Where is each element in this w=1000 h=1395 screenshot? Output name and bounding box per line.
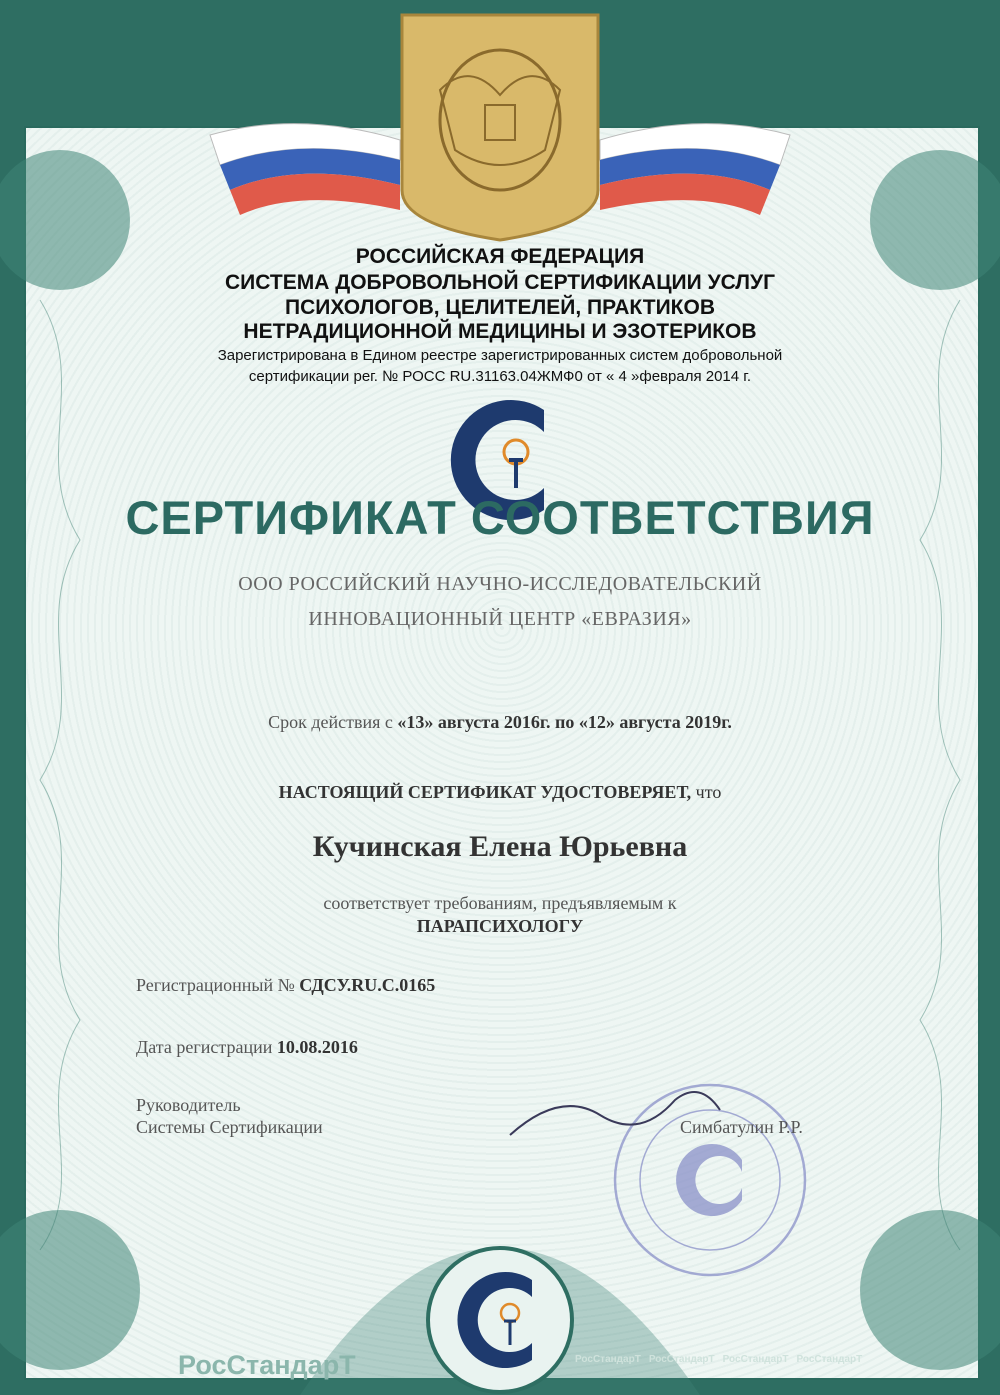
- holder-name-text: Кучинская Елена Юрьевна: [312, 830, 688, 863]
- footer-brand-repeat: [575, 1354, 862, 1365]
- holder-name: [0, 830, 1000, 864]
- header-federation: РОССИЙСКАЯ ФЕДЕРАЦИЯ: [355, 245, 645, 268]
- validity-period: [0, 712, 1000, 733]
- registration-note-line2: сертификации рег. № РОСС RU.31163.04ЖМФ0 от « 4 »февраля 2014 г.: [248, 368, 752, 385]
- registration-number-label: Регистрационный №: [136, 975, 300, 995]
- requirement-line: соответствует требованиям, предъявляемым к: [323, 893, 677, 913]
- validity-dates: «13» августа 2016г. по «12» августа 2019г.: [397, 712, 732, 732]
- footer-brand-repeat-item: РосСтандарТ: [722, 1354, 789, 1365]
- registration-date-label: Дата регистрации: [136, 1037, 277, 1057]
- registration-number: [136, 975, 435, 996]
- registration-note-line1: Зарегистрирована в Едином реестре зарегистрированных систем добровольной: [217, 347, 783, 364]
- profession: ПАРАПСИХОЛОГУ: [416, 916, 584, 936]
- signatory-role-line1: Руководитель: [136, 1095, 241, 1115]
- bottom-logo-circle: [428, 1248, 572, 1392]
- registration-date-value: 10.08.2016: [276, 1037, 358, 1057]
- signatory-name: Симбатулин Р.Р.: [680, 1117, 803, 1137]
- official-seal-icon: [615, 1085, 805, 1275]
- organization-line2: ИННОВАЦИОННЫЙ ЦЕНТР «ЕВРАЗИЯ»: [308, 608, 692, 630]
- footer-brand-repeat-item: РосСтандарТ: [796, 1354, 863, 1365]
- footer-brand: РосСтандарТ: [178, 1350, 356, 1380]
- footer-brand-repeat-item: РосСтандарТ: [575, 1354, 641, 1365]
- header-psychologists: ПСИХОЛОГОВ, ЦЕЛИТЕЛЕЙ, ПРАКТИКОВ: [284, 296, 715, 319]
- certifies-tail: что: [691, 782, 722, 802]
- header-system: СИСТЕМА ДОБРОВОЛЬНОЙ СЕРТИФИКАЦИИ УСЛУГ: [225, 271, 775, 294]
- signatory-role-line2: Системы Сертификации: [136, 1117, 323, 1137]
- russian-coat-of-arms-icon: [402, 15, 598, 240]
- validity-label: Срок действия с: [268, 712, 398, 732]
- registration-number-value: СДСУ.RU.С.0165: [299, 975, 436, 995]
- certificate-title: [0, 490, 1000, 545]
- certifies-bold: НАСТОЯЩИЙ СЕРТИФИКАТ УДОСТОВЕРЯЕТ,: [278, 782, 692, 802]
- certificate-title-text: СЕРТИФИКАТ СООТВЕТСТВИЯ: [125, 491, 875, 544]
- organization-line1: ООО РОССИЙСКИЙ НАУЧНО-ИССЛЕДОВАТЕЛЬСКИЙ: [238, 573, 762, 595]
- registration-date: [136, 1037, 358, 1058]
- header-medicine: НЕТРАДИЦИОННОЙ МЕДИЦИНЫ И ЭЗОТЕРИКОВ: [243, 320, 757, 343]
- certifies-statement: [0, 782, 1000, 803]
- footer-brand-repeat-item: РосСтандарТ: [648, 1354, 715, 1365]
